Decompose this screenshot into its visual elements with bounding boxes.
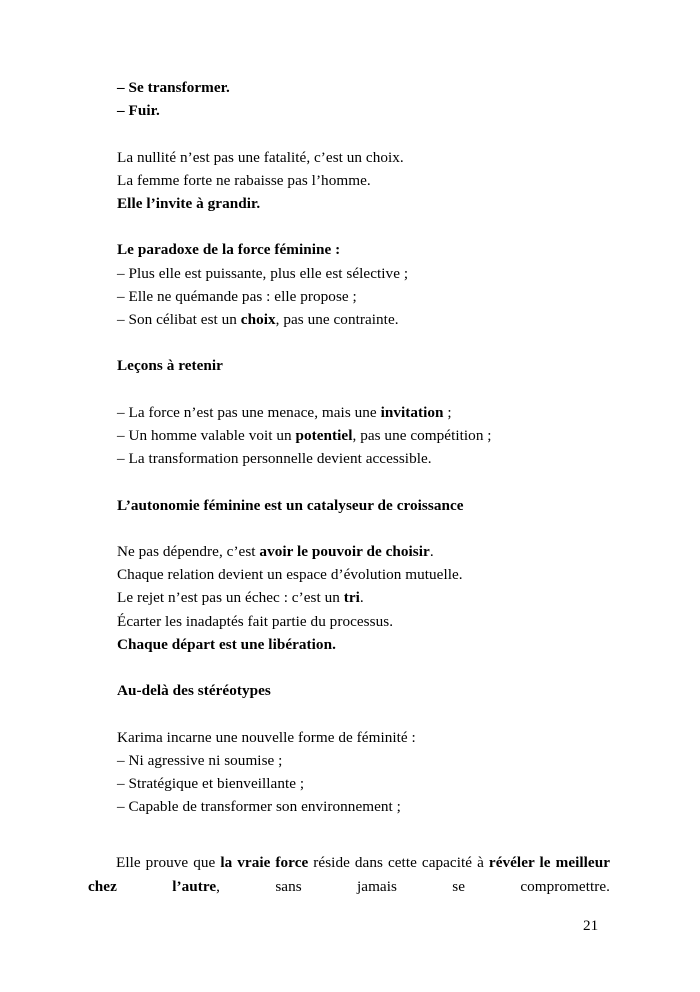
- paragraph-line: La femme forte ne rabaisse pas l’homme.: [117, 171, 371, 189]
- list-item: – Fuir.: [117, 102, 160, 120]
- paragraph-text-tail: .: [359, 589, 364, 607]
- paragraph-spacer: [117, 517, 617, 540]
- emphasis-choix: choix: [240, 311, 276, 328]
- list-item-text: – Son célibat est un: [117, 311, 241, 328]
- closing-paragraph: [88, 851, 610, 922]
- paragraph-spacer: [117, 122, 617, 145]
- emphasis-tri: tri: [343, 589, 360, 607]
- paragraph-spacer: [117, 331, 617, 354]
- list-item: – Elle ne quémande pas : elle propose ;: [117, 287, 357, 305]
- list-item-text: – Un homme valable voit un: [117, 426, 296, 444]
- section-heading-paradoxe: Le paradoxe de la force féminine :: [117, 241, 341, 259]
- list-item: [117, 401, 617, 424]
- paragraph-line-emphasis: Chaque départ est une libération.: [117, 635, 336, 653]
- closing-text-2: réside dans cette capacité à: [308, 854, 489, 871]
- emphasis-reveler-le-meilleur: révéler le meilleur chez l’autre: [88, 854, 610, 895]
- paragraph-spacer: [117, 470, 617, 493]
- section-heading-lecons: Leçons à retenir: [117, 357, 223, 375]
- paragraph-text: Le rejet n’est pas un échec : c’est un: [117, 589, 344, 607]
- emphasis-vraie-force: la vraie force: [220, 854, 309, 871]
- list-item-text: – La force n’est pas une menace, mais une: [117, 403, 381, 421]
- section-heading-stereotypes: Au-delà des stéréotypes: [117, 682, 271, 700]
- page-number: 21: [583, 917, 599, 934]
- paragraph-spacer: [117, 702, 617, 725]
- paragraph-line: Karima incarne une nouvelle forme de féminité :: [117, 728, 416, 746]
- paragraph-spacer: [117, 215, 617, 238]
- closing-text-1: Elle prouve que: [116, 854, 221, 871]
- closing-text-3: , sans jamais se compromettre.: [216, 877, 610, 895]
- list-item: – Capable de transformer son environnement ;: [117, 798, 401, 816]
- emphasis-invitation: invitation: [380, 403, 444, 421]
- paragraph-line: Écarter les inadaptés fait partie du processus.: [117, 612, 394, 630]
- paragraph-spacer: [117, 656, 617, 679]
- list-item-text-tail: ;: [443, 403, 452, 421]
- list-item: – Stratégique et bienveillante ;: [117, 774, 305, 792]
- list-item: – Ni agressive ni soumise ;: [117, 751, 283, 769]
- list-item: – Plus elle est puissante, plus elle est sélective ;: [117, 264, 409, 282]
- paragraph-line-emphasis: Elle l’invite à grandir.: [117, 195, 261, 212]
- paragraph-text-tail: .: [429, 542, 434, 560]
- emphasis-pouvoir-de-choisir: avoir le pouvoir de choisir: [259, 542, 430, 560]
- paragraph-line: La nullité n’est pas une fatalité, c’est un choix.: [117, 148, 404, 166]
- paragraph-spacer: [117, 378, 617, 401]
- paragraph-line: [117, 586, 617, 609]
- paragraph-line: Chaque relation devient un espace d’évolution mutuelle.: [117, 566, 463, 584]
- list-item: [117, 308, 617, 331]
- list-item-text-tail: , pas une contrainte.: [275, 311, 399, 328]
- paragraph-line: [117, 540, 617, 563]
- list-item: [117, 424, 617, 447]
- list-item-text-tail: , pas une compétition ;: [352, 426, 492, 444]
- paragraph-text: Ne pas dépendre, c’est: [117, 542, 260, 560]
- list-item: – La transformation personnelle devient accessible.: [117, 450, 432, 468]
- page-body: [117, 76, 617, 818]
- section-heading-autonomie: L’autonomie féminine est un catalyseur de croissance: [117, 496, 464, 514]
- list-item: – Se transformer.: [117, 79, 230, 96]
- emphasis-potentiel: potentiel: [295, 426, 353, 444]
